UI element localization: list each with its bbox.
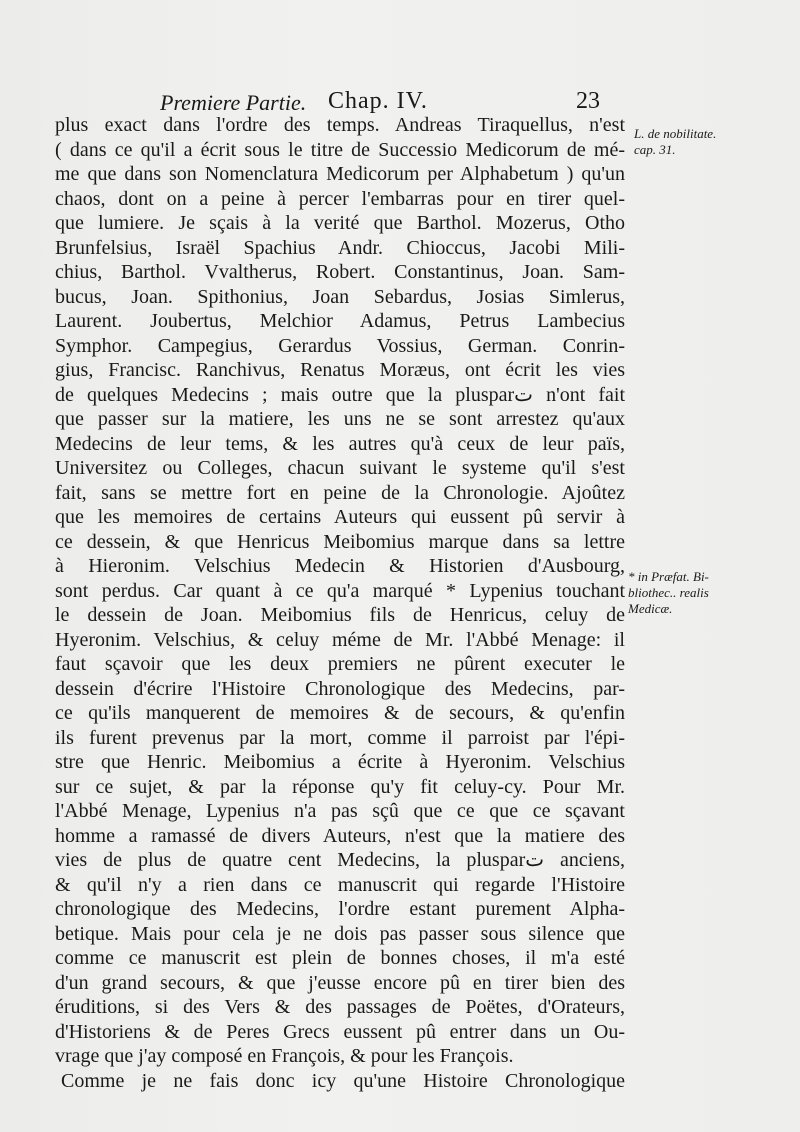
text-line: l'Abbé Menage, Lypenius n'a pas sçû que ce que ce sçavant [55, 800, 625, 822]
text-line: ce qu'ils manquerent de memoires & de secours, & qu'enfin [55, 702, 625, 724]
text-line: sur ce sujet, & par la réponse qu'y fit celuy-cy. Pour Mr. [55, 775, 625, 798]
margin-note-line: Medicæ. [628, 601, 673, 616]
text-line: Medecins de leur tems, & les autres qu'à ceux de leur païs, [55, 432, 625, 455]
text-line: chius, Barthol. Vvaltherus, Robert. Constantinus, Joan. Sam- [55, 261, 625, 283]
text-line: chaos, dont on a peine à percer l'embarras pour en tirer quel- [55, 187, 625, 210]
text-line: éruditions, si des Vers & des passages de Poëtes, d'Orateurs, [55, 996, 625, 1018]
text-line: ils furent prevenus par la mort, comme il parroist par l'épi- [55, 726, 625, 749]
text-line: d'un grand secours, & que j'eusse encore pû en tirer bien des [55, 971, 625, 994]
margin-note-line: L. de nobilitate. [634, 126, 717, 141]
text-line: bucus, Joan. Spithonius, Joan Sebardus, Josias Simlerus, [55, 285, 625, 308]
text-line: d'Historiens & de Peres Grecs eussent pû entrer dans un Ou- [55, 1020, 625, 1043]
text-line: me que dans son Nomenclatura Medicorum per Alphabetum ) qu'un [55, 163, 625, 185]
text-line: que passer sur la matiere, les uns ne se sont arrestez qu'aux [55, 408, 625, 430]
text-line: vrage que j'ay composé en François, & pour les François. [55, 1045, 514, 1067]
margin-note-line: cap. 31. [634, 142, 676, 157]
text-line: le dessein de Joan. Meibomius fils de Henricus, celuy de [55, 604, 625, 626]
text-line: dessein d'écrire l'Histoire Chronologique des Medecins, par- [55, 677, 625, 700]
text-line: comme ce manuscrit est plein de bonnes choses, il m'a esté [55, 947, 625, 969]
text-line: stre que Henric. Meibomius a écrite à Hyeronim. Velschius [55, 751, 625, 773]
margin-note-line: * in Præfat. Bi- [628, 569, 709, 584]
text-line: Universitez ou Colleges, chacun suivant le systeme qu'il s'est [55, 457, 625, 479]
text-line: faut sçavoir que les deux premiers ne pûrent executer le [55, 653, 625, 675]
text-line: Brunfelsius, Israël Spachius Andr. Chioccus, Jacobi Mili- [55, 236, 625, 259]
chapter-title: Chap. IV. [328, 88, 428, 114]
text-line: betique. Mais pour cela je ne dois pas passer sous silence que [55, 922, 625, 945]
text-line: plus exact dans l'ordre des temps. Andreas Tiraquellus, n'est [55, 114, 625, 136]
text-line: homme a ramassé de divers Auteurs, n'est que la matiere des [55, 824, 625, 847]
text-line: que les memoires de certains Auteurs qui eussent pû servir à [55, 506, 625, 528]
text-line: Symphor. Campegius, Gerardus Vossius, German. Conrin- [55, 334, 625, 357]
body-text [55, 113, 625, 1093]
text-line: de quelques Medecins ; mais outre que la plusparت n'ont fait [55, 383, 625, 406]
page-number: 23 [576, 88, 600, 114]
text-line: à Hieronim. Velschius Medecin & Historien d'Ausbourg, [55, 555, 625, 577]
margin-note-1 [634, 126, 764, 158]
text-line: vies de plus de quatre cent Medecins, la plusparت anciens, [55, 849, 625, 871]
part-title: Premiere Partie. [160, 90, 307, 115]
margin-note-line: bliothec.. realis [628, 585, 709, 600]
text-line: gius, Francisc. Ranchivus, Renatus Moræus, ont écrit les vies [55, 359, 625, 381]
text-line: Comme je ne fais donc icy qu'une Histoire Chronologique [61, 1069, 625, 1092]
text-line: ce dessein, & que Henricus Meibomius marque dans sa lettre [55, 530, 625, 553]
text-line: & qu'il n'y a rien dans ce manuscrit qui regarde l'Histoire [55, 873, 625, 896]
text-line: fait, sans se mettre fort en peine de la Chronologie. Ajoûtez [55, 481, 625, 504]
text-line: Laurent. Joubertus, Melchior Adamus, Petrus Lambecius [55, 310, 625, 332]
text-line: chronologique des Medecins, l'ordre estant purement Alpha- [55, 898, 625, 920]
text-line: Hyeronim. Velschius, & celuy méme de Mr. l'Abbé Menage: il [55, 628, 625, 651]
text-line: que lumiere. Je sçais à la verité que Barthol. Mozerus, Otho [55, 212, 625, 234]
text-line: ( dans ce qu'il a écrit sous le titre de Successio Medicorum de mé- [55, 138, 625, 161]
text-line: sont perdus. Car quant à ce qu'a marqué * Lypenius touchant [55, 579, 625, 602]
margin-note-2 [628, 569, 758, 617]
